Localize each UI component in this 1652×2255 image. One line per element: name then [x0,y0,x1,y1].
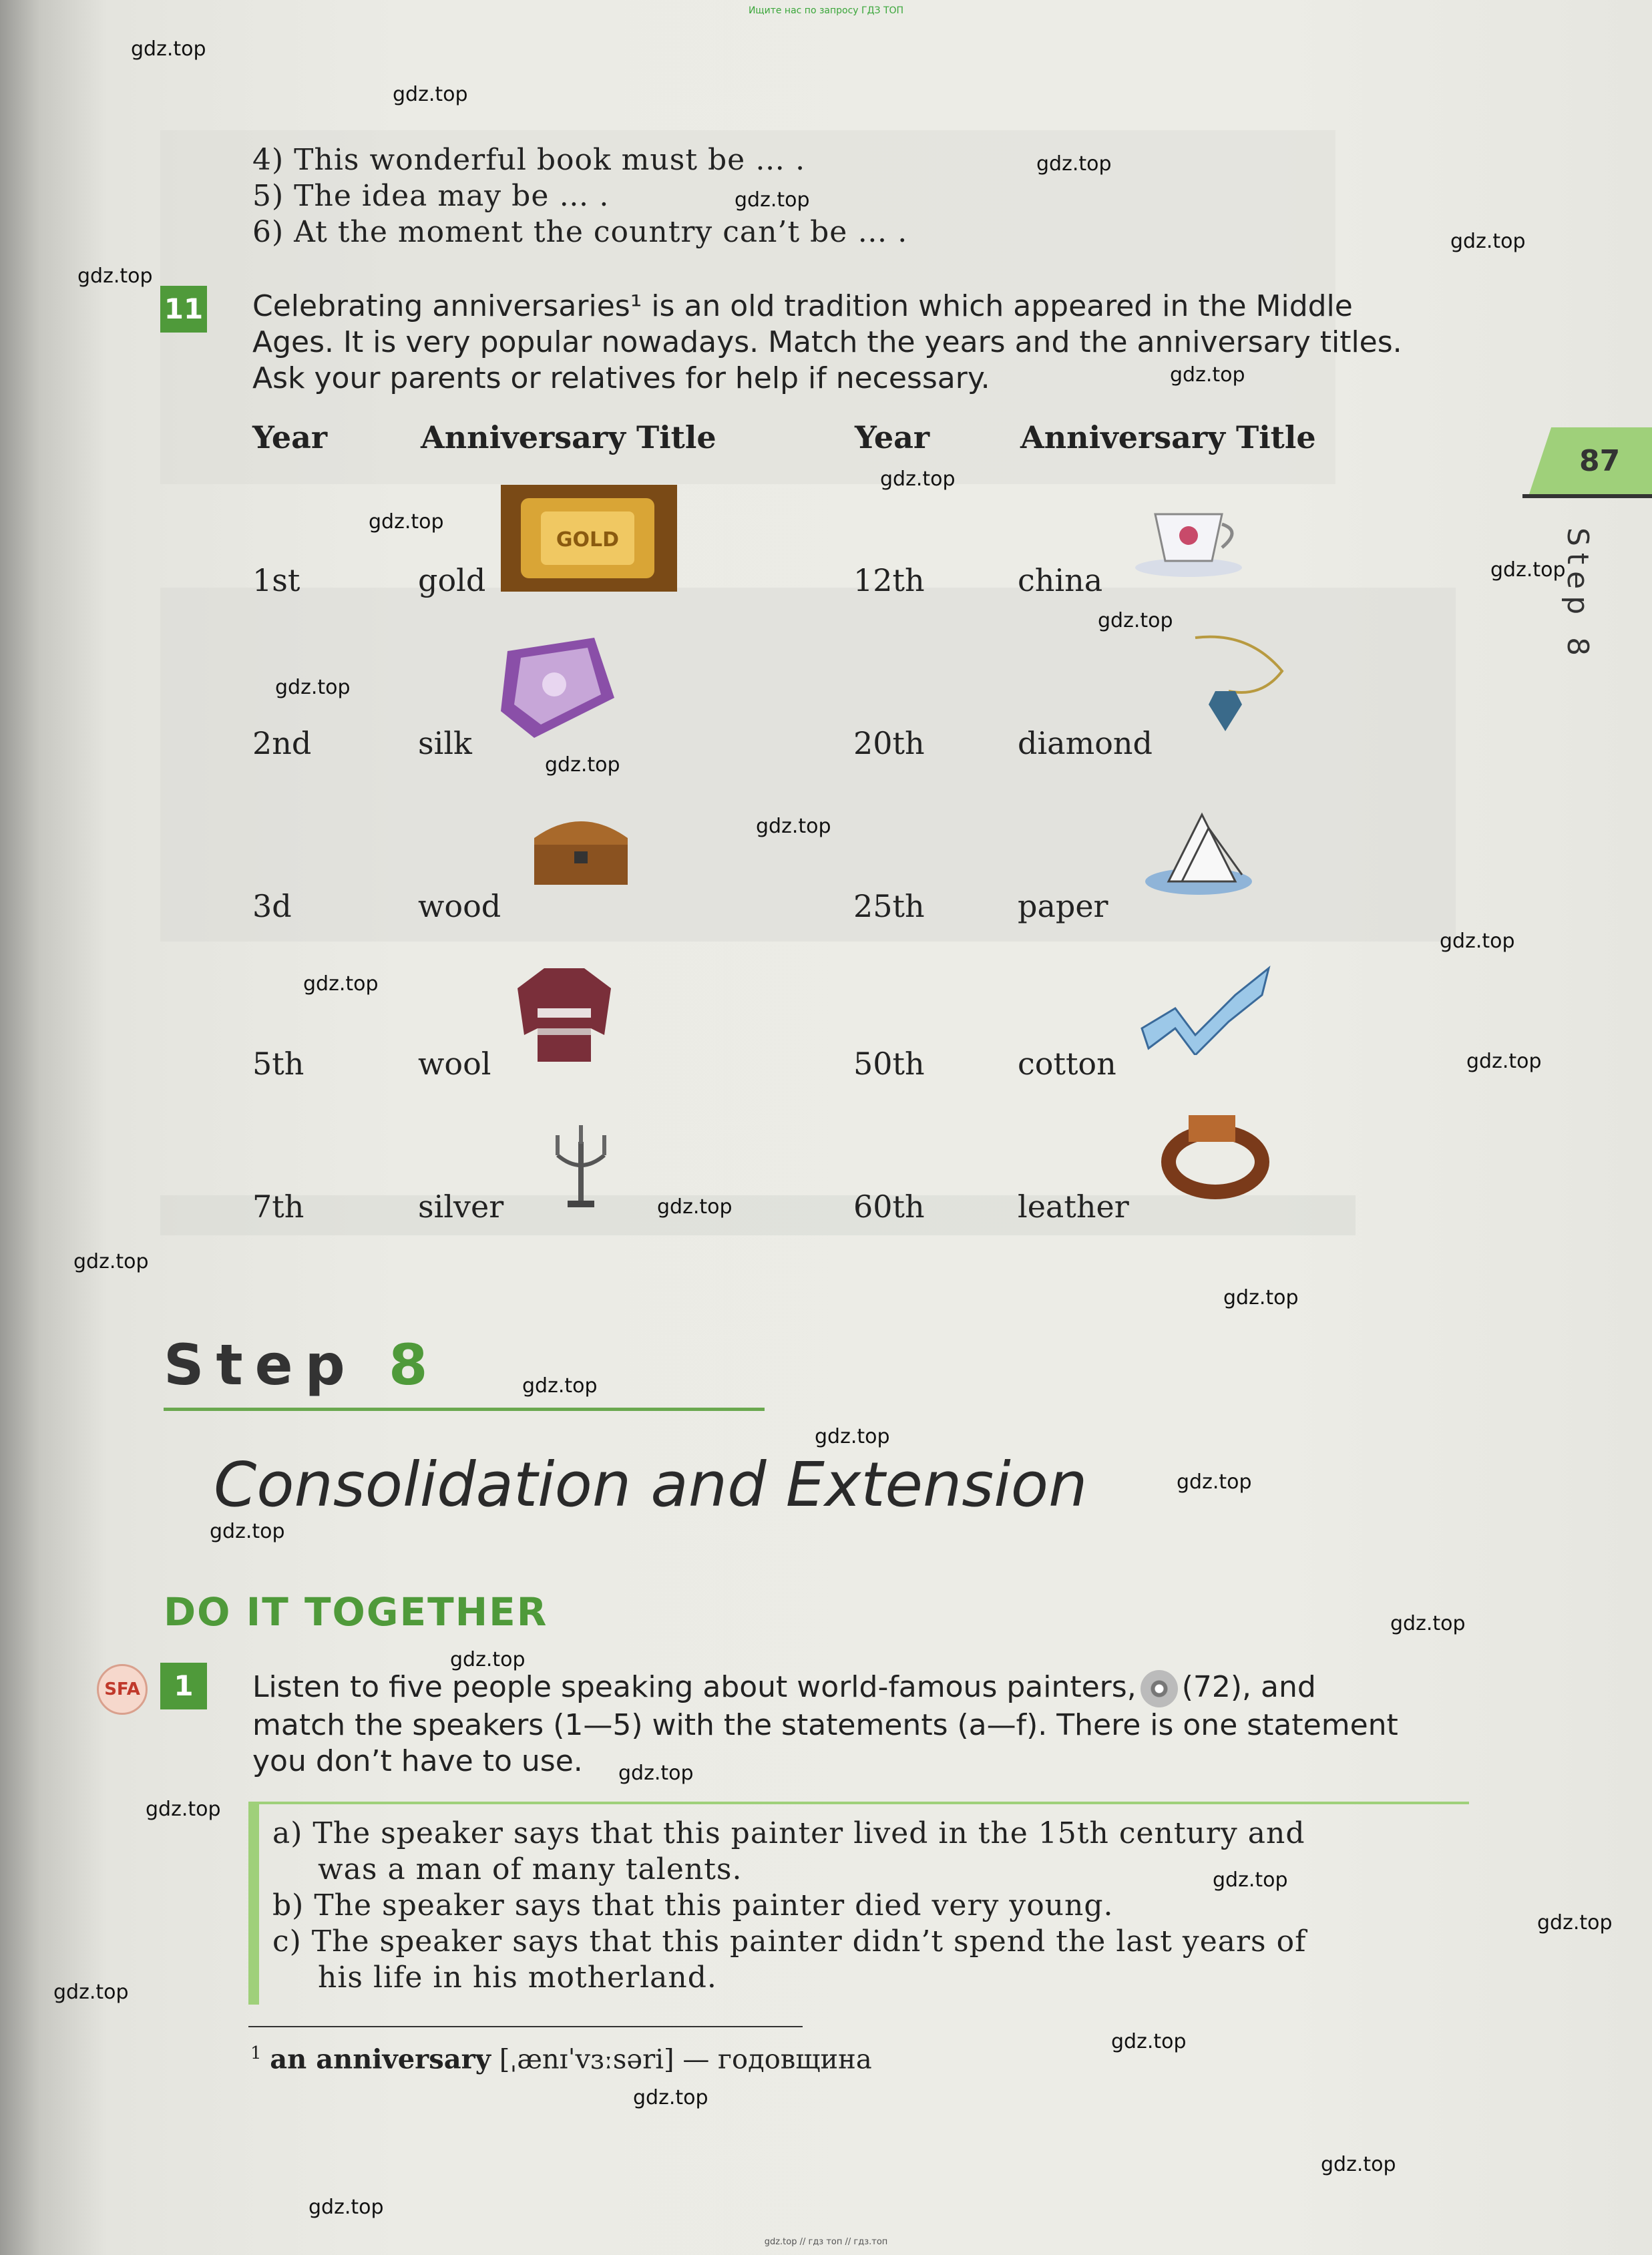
watermark: gdz.top [522,1374,598,1398]
title-cell: china [1018,562,1103,598]
silk-scarf-picture [494,631,621,745]
watermark: gdz.top [657,1195,733,1219]
watermark: gdz.top [633,2086,708,2109]
watermark: gdz.top [369,510,444,534]
watermark: gdz.top [308,2196,384,2219]
watermark: gdz.top [73,1250,149,1273]
watermark: gdz.top [393,83,468,106]
footnote-transcription: [ˌænɪˈvɜːsəri] [499,2044,674,2075]
side-step-label: Step 8 [1561,528,1595,663]
year-cell: 50th [853,1046,925,1082]
sfa-badge: SFA [97,1664,148,1715]
ex1-line: match the speakers (1—5) with the statements (a—f). There is one statement [252,1708,1398,1742]
year-cell: 1st [252,562,300,598]
ex1-line: Listen to five people speaking about world-famous painters, (72), and [252,1669,1468,1707]
column-header-title: Anniversary Title [1020,419,1316,455]
title-cell: cotton [1018,1046,1116,1082]
ex10-line: 4) This wonderful book must be … . [252,143,806,177]
watermark: gdz.top [1537,1911,1613,1934]
watermark: gdz.top [303,972,379,996]
title-cell: silver [418,1189,504,1225]
step-number: 8 [389,1332,440,1398]
title-cell: wood [418,888,501,924]
exercise-number: 11 [160,286,207,333]
watermark: gdz.top [545,753,620,777]
ex10-line: 5) The idea may be … . [252,179,610,213]
audio-disc-icon [1141,1670,1178,1707]
page-number: 87 [1579,444,1621,478]
wooden-box-picture [528,805,634,898]
watermark: gdz.top [1170,363,1245,387]
paper-napkins-picture [1135,801,1262,901]
watermark: gdz.top [1098,609,1173,632]
ex1-instructions [252,1669,1468,1780]
watermark: gdz.top [1177,1470,1252,1494]
ex11-intro-line: Ages. It is very popular nowadays. Match the years and the anniversary titles. [252,325,1402,359]
exercise-number: 1 [160,1663,207,1709]
watermark: gdz.top [210,1520,285,1543]
statement-line: his life in his motherland. [318,1961,717,1995]
watermark: gdz.top [1450,230,1526,253]
year-cell: 2nd [252,725,312,761]
ex1-line: you don’t have to use. [252,1744,583,1778]
year-cell: 3d [252,888,292,924]
year-cell: 60th [853,1189,925,1225]
cotton-fabric-picture [1135,955,1275,1055]
wool-sweater-picture [511,962,618,1068]
watermark: gdz.top [450,1648,526,1671]
watermark: gdz.top [1036,152,1112,176]
china-cup-picture [1128,501,1249,581]
watermark: gdz.top [1213,1868,1288,1892]
watermark: gdz.top [1490,558,1566,582]
year-cell: 25th [853,888,925,924]
title-cell: paper [1018,888,1108,924]
ex11-intro-line: Ask your parents or relatives for help if necessary. [252,361,990,395]
bottom-banner: gdz.top // гдз топ // гдз.топ [764,2237,888,2247]
page-tab-rule [1522,494,1652,498]
title-cell: wool [418,1046,491,1082]
section-heading: DO IT TOGETHER [164,1589,548,1635]
watermark: gdz.top [618,1762,694,1785]
year-cell: 7th [252,1189,304,1225]
step-subtitle: Consolidation and Extension [214,1449,1088,1520]
watermark: gdz.top [815,1425,890,1448]
watermark: gdz.top [1321,2153,1396,2176]
step-word: Step [164,1332,357,1398]
gold-bar-picture [501,485,677,592]
diamond-pendant-picture [1182,631,1295,738]
ex10-line: 6) At the moment the country can’t be … . [252,215,908,249]
footnote-mark: 1 [250,2043,262,2063]
watermark: gdz.top [53,1981,129,2004]
footnote-rule [248,2026,803,2027]
title-cell: silk [418,725,472,761]
watermark: gdz.top [146,1798,221,1821]
watermark: gdz.top [735,188,810,212]
statement-line: was a man of many talents. [318,1852,743,1886]
silver-candlestick-picture [548,1122,614,1215]
year-cell: 12th [853,562,925,598]
watermark: gdz.top [275,676,351,699]
ex11-intro [252,288,1454,397]
leather-belt-picture [1155,1102,1275,1209]
gold-bar-label: GOLD [556,528,620,552]
statement-line: a) The speaker says that this painter lived in the 15th century and [272,1816,1305,1850]
ex11-intro-line: Celebrating anniversaries¹ is an old tradition which appeared in the Middle [252,289,1353,323]
title-cell: leather [1018,1189,1129,1225]
title-cell: gold [418,562,486,598]
watermark: gdz.top [756,815,831,838]
year-cell: 5th [252,1046,304,1082]
top-banner: Ищите нас по запросу ГДЗ ТОП [748,5,904,16]
step-heading [164,1332,439,1398]
watermark: gdz.top [1390,1612,1466,1635]
watermark: gdz.top [1440,930,1515,953]
watermark: gdz.top [1111,2030,1187,2053]
watermark: gdz.top [1223,1286,1299,1309]
watermark: gdz.top [131,37,206,61]
footnote-term: an anniversary [270,2043,491,2075]
statement-line: c) The speaker says that this painter didn’t spend the last years of [272,1924,1307,1959]
watermark: gdz.top [1466,1050,1542,1073]
watermark: gdz.top [880,467,956,491]
statement-line: b) The speaker says that this painter died very young. [272,1888,1114,1922]
step-rule [164,1408,765,1411]
footnote-translation: — годовщина [682,2044,872,2075]
column-header-year: Year [855,419,930,455]
column-header-title: Anniversary Title [421,419,716,455]
watermark: gdz.top [77,264,153,288]
year-cell: 20th [853,725,925,761]
title-cell: diamond [1018,725,1153,761]
footnote [250,2043,872,2075]
column-header-year: Year [252,419,328,455]
